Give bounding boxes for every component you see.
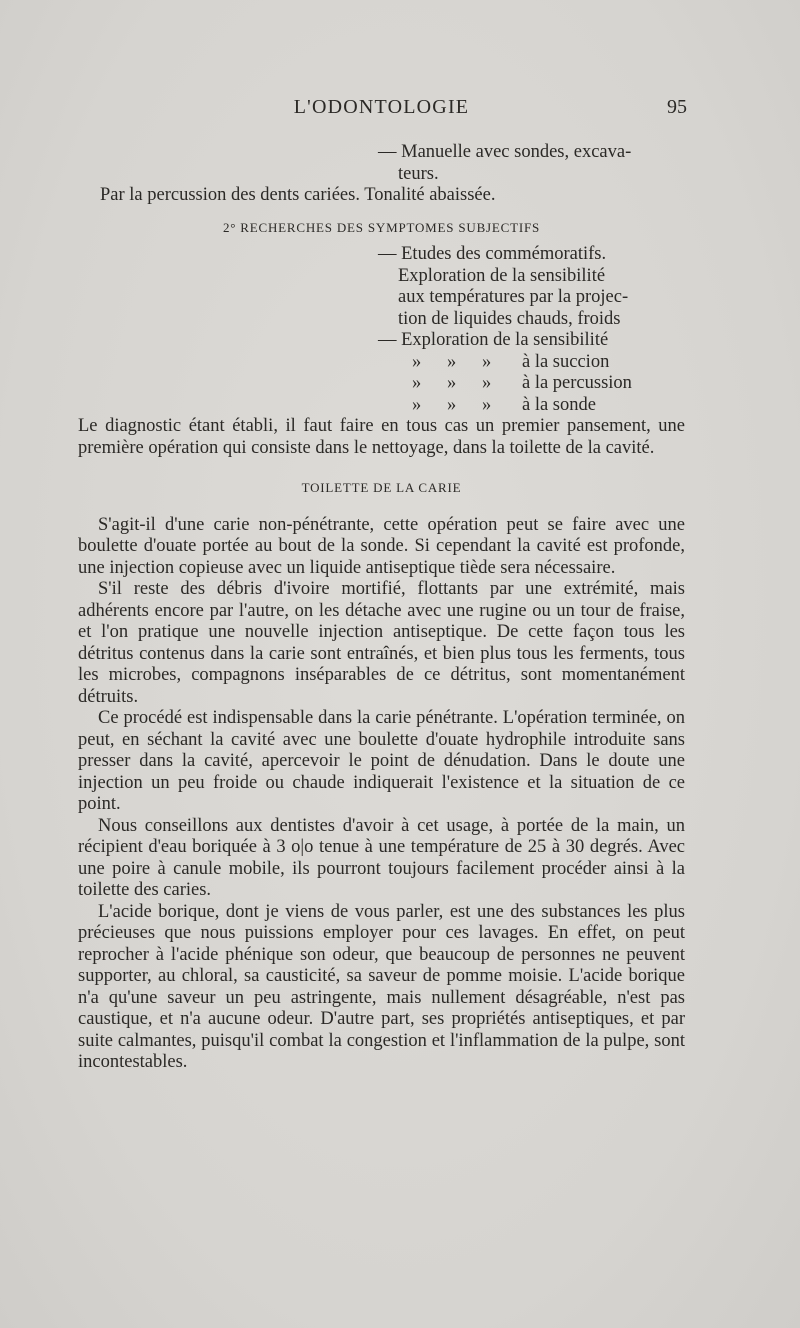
list-item	[78, 373, 685, 395]
ditto-mark: »	[447, 351, 457, 372]
ditto-mark: »	[412, 394, 422, 415]
running-title: L'ODONTOLOGIE	[293, 96, 470, 118]
paragraph: S'agit-il d'une carie non-pénétrante, cette opération peut se faire avec une boulette d'ouate portée au bout de la sonde. Si cependant la cavité est profonde, une injection copieuse avec un liquide antiseptique tiède sera nécessaire.	[78, 514, 685, 578]
ditto-mark: »	[447, 373, 457, 393]
list-item-label: à la succion	[522, 351, 610, 372]
ditto-mark: »	[412, 373, 422, 393]
paragraph: Le diagnostic étant établi, il faut faire en tous cas un premier pansement, une première opération qui consiste dans le nettoyage, dans la toilette de la cavité.	[78, 416, 685, 458]
ditto-mark: »	[482, 373, 492, 393]
ditto-mark: »	[412, 351, 422, 372]
list-item-label: à la sonde	[522, 394, 596, 415]
list-item: teurs.	[398, 163, 439, 184]
list-item: Exploration de la sensibilité	[398, 265, 606, 286]
paragraph: Nous conseillons aux dentistes d'avoir à cet usage, à portée de la main, un récipient d'eau boriquée à 3 o|o tenue à une température de 25 à 30 degrés. Avec une poire à canule mobile, ils pourront toujours facilement procéder ainsi à la toilette des caries.	[78, 815, 685, 900]
list-item: — Etudes des commémoratifs.	[378, 244, 607, 264]
paragraph: S'il reste des débris d'ivoire mortifié, flottants par une extrémité, mais adhérents encore par l'autre, on les détache avec une rugine ou un tour de fraise, et l'on pratique une nouvelle injection antiseptique. De cette façon tous les détritus contenus dans la carie sont entraînés, et bien plus tous les ferments, tous les microbes, compagnons inséparables de ce détritus, sont momentanément détruits.	[78, 579, 685, 707]
ditto-mark: »	[447, 394, 457, 415]
list-item: tion de liquides chauds, froids	[398, 308, 621, 329]
body-text	[78, 142, 685, 1074]
page-header	[78, 96, 685, 122]
list-item	[78, 395, 685, 417]
list-item	[78, 352, 685, 374]
paragraph: L'acide borique, dont je viens de vous parler, est une des substances les plus précieuses que nous puissions employer pour ces lavages. En effet, on peut reprocher à l'acide phénique son odeur, que beaucoup de personnes ne peuvent supporter, au chloral, sa causticité, sa saveur de pomme moisie. L'acide borique n'a qu'une saveur un peu astringente, mais nullement désagréable, n'est pas caustique, et n'a aucune odeur. D'autre part, ses propriétés antiseptiques, et par suite calmantes, puisqu'il combat la congestion et l'inflammation de la pulpe, sont incontestables.	[78, 901, 685, 1072]
list-item-label: à la percussion	[522, 373, 632, 393]
list-item: Par la percussion des dents cariées. Tonalité abaissée.	[100, 185, 496, 205]
list-item: — Exploration de la sensibilité	[378, 330, 609, 350]
ditto-mark: »	[482, 394, 492, 415]
section-heading: 2° RECHERCHES DES SYMPTOMES SUBJECTIFS	[222, 219, 541, 235]
section-heading: TOILETTE DE LA CARIE	[301, 480, 462, 495]
page-number: 95	[667, 96, 687, 118]
ditto-mark: »	[482, 351, 492, 372]
list-item: aux températures par la projec-	[398, 287, 629, 307]
paragraph: Ce procédé est indispensable dans la carie pénétrante. L'opération terminée, on peut, en séchant la cavité avec une boulette d'ouate hydrophile introduite sans presser dans la cavité, apercevoir le point de dénudation. Dans le doute une injection un peu froide ou chaude indiquerait l'existence et la situation de ce point.	[78, 708, 685, 814]
list-item: — Manuelle avec sondes, excava-	[378, 142, 632, 162]
